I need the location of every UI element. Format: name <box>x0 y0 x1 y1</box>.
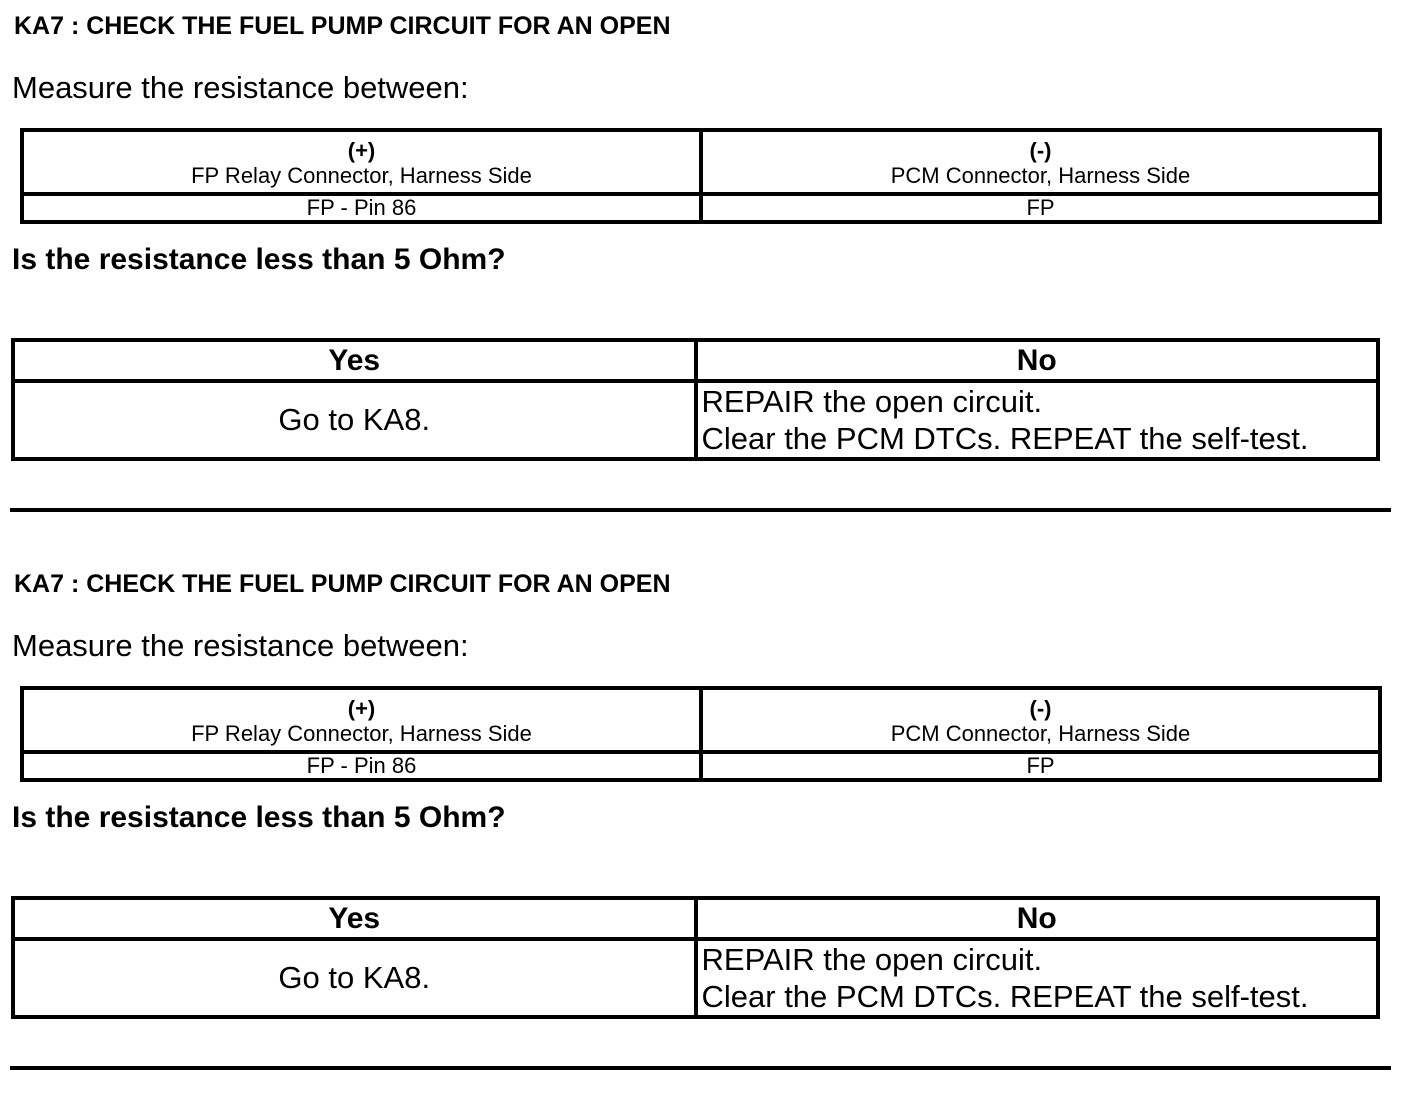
negative-connector-header <box>701 688 1380 752</box>
yes-action: Go to KA8. <box>13 939 696 1017</box>
positive-pin: FP - Pin 86 <box>22 752 701 780</box>
negative-connector-header <box>701 130 1380 194</box>
negative-connector-name: PCM Connector, Harness Side <box>890 163 1191 188</box>
no-action-line-2: Clear the PCM DTCs. REPEAT the self-test. <box>701 979 1309 1014</box>
test-step-section <box>0 558 1408 1116</box>
no-action-line-1: REPAIR the open circuit. <box>701 384 1043 419</box>
negative-pin: FP <box>701 194 1380 222</box>
connector-table <box>20 686 1382 782</box>
yes-header: Yes <box>13 340 696 381</box>
negative-polarity: (-) <box>1029 696 1052 721</box>
positive-connector-name: FP Relay Connector, Harness Side <box>191 721 532 746</box>
negative-polarity: (-) <box>1029 138 1052 163</box>
yes-header: Yes <box>13 898 696 939</box>
positive-polarity: (+) <box>347 138 376 163</box>
negative-connector-name: PCM Connector, Harness Side <box>890 721 1191 746</box>
no-action-line-1: REPAIR the open circuit. <box>701 942 1043 977</box>
section-divider <box>10 508 1391 512</box>
resistance-question: Is the resistance less than 5 Ohm? <box>12 243 506 276</box>
yes-no-table <box>11 338 1380 461</box>
no-action <box>696 381 1379 459</box>
measure-instruction: Measure the resistance between: <box>12 70 469 105</box>
resistance-question: Is the resistance less than 5 Ohm? <box>12 801 506 834</box>
step-heading: KA7 : CHECK THE FUEL PUMP CIRCUIT FOR AN OPEN <box>14 570 671 598</box>
yes-no-table <box>11 896 1380 1019</box>
connector-table <box>20 128 1382 224</box>
yes-action: Go to KA8. <box>13 381 696 459</box>
measure-instruction: Measure the resistance between: <box>12 628 469 663</box>
negative-pin: FP <box>701 752 1380 780</box>
section-divider <box>10 1066 1391 1070</box>
no-action <box>696 939 1379 1017</box>
positive-connector-header <box>22 688 701 752</box>
positive-connector-name: FP Relay Connector, Harness Side <box>191 163 532 188</box>
positive-pin: FP - Pin 86 <box>22 194 701 222</box>
no-action-line-2: Clear the PCM DTCs. REPEAT the self-test. <box>701 421 1309 456</box>
no-header: No <box>696 340 1379 381</box>
positive-connector-header <box>22 130 701 194</box>
positive-polarity: (+) <box>347 696 376 721</box>
no-header: No <box>696 898 1379 939</box>
step-heading: KA7 : CHECK THE FUEL PUMP CIRCUIT FOR AN OPEN <box>14 12 671 40</box>
